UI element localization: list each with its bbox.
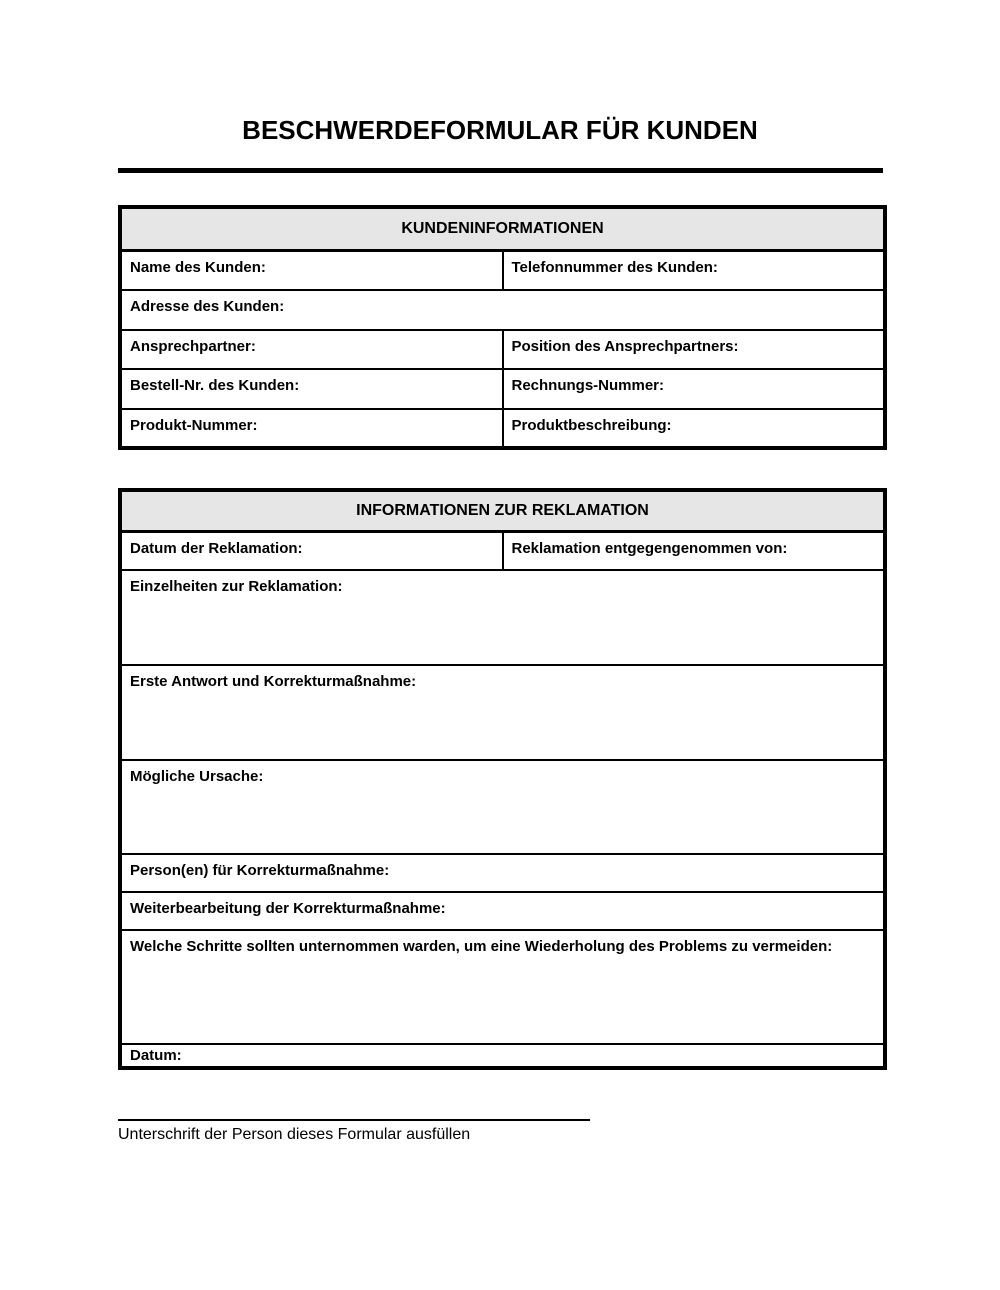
table-row — [120, 369, 885, 409]
customer-name-field[interactable] — [120, 250, 503, 290]
possible-cause-field[interactable] — [120, 760, 885, 854]
product-number-field[interactable] — [120, 409, 503, 448]
signature-line[interactable] — [118, 1119, 590, 1121]
customer-phone-label: Telefonnummer des Kunden: — [511, 258, 718, 276]
table-row — [120, 930, 885, 1044]
product-number-label: Produkt-Nummer: — [130, 417, 258, 434]
first-response-label: Erste Antwort und Korrekturmaßnahme: — [130, 673, 417, 690]
table-row — [120, 892, 885, 930]
customer-info-table — [118, 205, 887, 450]
first-response-field[interactable] — [120, 665, 885, 760]
title-divider — [118, 168, 883, 173]
product-description-label: Produktbeschreibung: — [511, 417, 672, 434]
customer-address-label: Adresse des Kunden: — [130, 298, 285, 315]
table-row — [120, 250, 885, 290]
table-row — [120, 290, 885, 330]
invoice-number-field[interactable] — [503, 369, 886, 409]
table-row — [120, 490, 885, 531]
signature-block — [118, 1119, 590, 1144]
contact-position-label: Position des Ansprechpartners: — [511, 338, 739, 355]
table-row — [120, 570, 885, 665]
customer-section-header-label: KUNDENINFORMATIONEN — [401, 220, 604, 238]
table-row — [120, 854, 885, 892]
table-row — [120, 665, 885, 760]
table-row — [120, 207, 885, 250]
corrective-persons-field[interactable] — [120, 854, 885, 892]
prevention-label: Welche Schritte sollten unternommen warden, um eine Wiederholung des Problems zu vermeiden: — [130, 938, 833, 955]
page-title: BESCHWERDEFORMULAR FÜR KUNDEN — [242, 115, 758, 145]
complaint-date-field[interactable] — [120, 531, 503, 570]
table-row — [120, 531, 885, 570]
customer-name-label: Name des Kunden: — [130, 258, 266, 276]
table-row — [120, 1044, 885, 1068]
complaint-details-field[interactable] — [120, 570, 885, 665]
table-row — [120, 409, 885, 448]
complaint-section-header — [120, 490, 885, 531]
product-description-field[interactable] — [503, 409, 886, 448]
order-number-field[interactable] — [120, 369, 503, 409]
prevention-field[interactable] — [120, 930, 885, 1044]
contact-person-label: Ansprechpartner: — [130, 338, 256, 355]
complaint-received-by-label: Reklamation entgegengenommen von: — [511, 539, 788, 557]
order-number-label: Bestell-Nr. des Kunden: — [130, 377, 300, 394]
signature-caption: Unterschrift der Person dieses Formular ausfüllen — [118, 1126, 471, 1143]
customer-address-field[interactable] — [120, 290, 885, 330]
table-row — [120, 760, 885, 854]
contact-position-field[interactable] — [503, 330, 886, 369]
table-row — [120, 330, 885, 369]
complaint-info-table — [118, 488, 887, 1070]
bottom-date-label: Datum: — [130, 1047, 182, 1064]
follow-up-label: Weiterbearbeitung der Korrekturmaßnahme: — [130, 900, 446, 917]
customer-phone-field[interactable] — [503, 250, 886, 290]
possible-cause-label: Mögliche Ursache: — [130, 768, 264, 785]
bottom-date-field[interactable] — [120, 1044, 885, 1068]
customer-section-header — [120, 207, 885, 250]
complaint-received-by-field[interactable] — [503, 531, 886, 570]
contact-person-field[interactable] — [120, 330, 503, 369]
invoice-number-label: Rechnungs-Nummer: — [511, 377, 665, 394]
complaint-date-label: Datum der Reklamation: — [130, 539, 303, 557]
complaint-details-label: Einzelheiten zur Reklamation: — [130, 578, 343, 595]
follow-up-field[interactable] — [120, 892, 885, 930]
complaint-section-header-label: INFORMATIONEN ZUR REKLAMATION — [356, 502, 649, 520]
corrective-persons-label: Person(en) für Korrekturmaßnahme: — [130, 862, 390, 879]
